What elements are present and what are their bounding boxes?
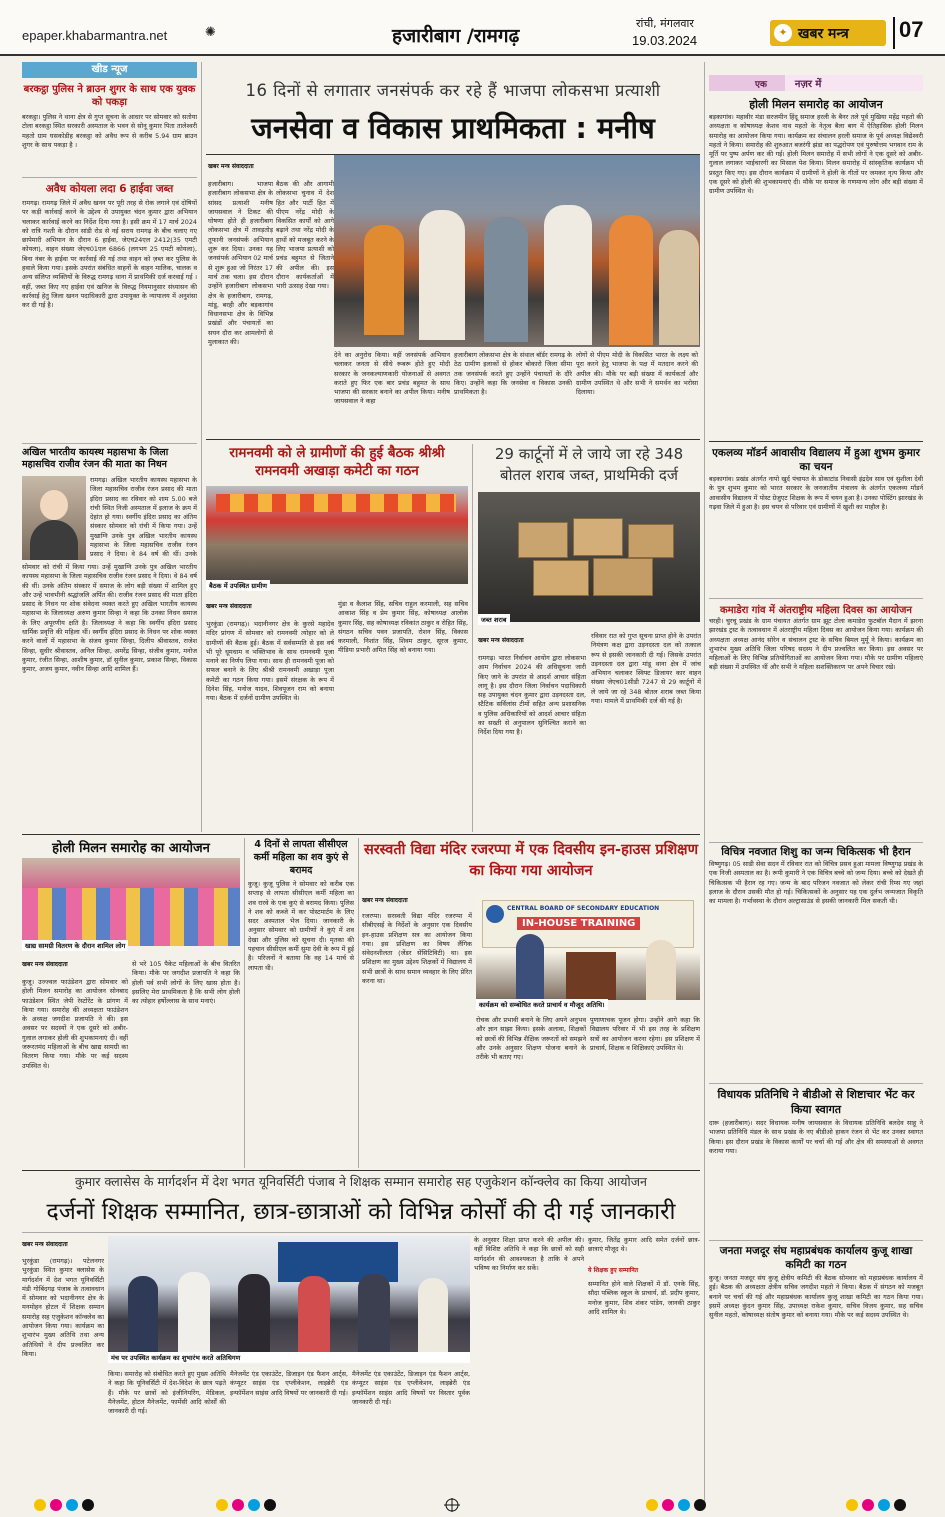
- column-divider: [472, 444, 473, 832]
- union-text: कुजू। जनता मजदूर संघ कुजू क्षेत्रीय कमिटी की बैठक सोमवार को महाप्रबंधक कार्यालय में हुई। बैठक की अध्यक्षता क्षेत्रीय सचिव जगदीश महतो ने किया। बैठक में संगठन को मजबूत बनाने पर चर्चा की गई और महाप्रबंधक कार्यालय कुजू शाखा कमिटी का गठन किया गया। इसमें अध्यक्ष कुंदन कुमार सिंह, उपाध्यक्ष राकेश कुमार, सचिव विजय कुमार, सह सचिव सुनील महतो, कोषाध्यक्ष संतोष कुमार को बनाया गया। मौके पर कई सदस्य उपस्थित थे।: [709, 1274, 923, 1320]
- divider: [709, 598, 923, 599]
- union-headline: जनता मजदूर संघ महाप्रबंधक कार्यालय कुजू शाखा कमिटी का गठन: [719, 1245, 913, 1271]
- bottom-kicker: कुमार क्लासेस के मार्गदर्शन में देश भगत यूनिवर्सिटी पंजाब ने शिक्षक सम्मान समारोह सह एजुकेशन कॉन्क्लेव का किया आयोजन: [75, 1174, 647, 1189]
- crowd-figure: [659, 230, 699, 345]
- bottom-text-4: के अनुसार शिक्षा प्राप्त करने की अपील की। वहीं विशिष्ट अतिथि ने कहा कि छात्रों को सही मार्गदर्शन की आवश्यकता है ताकि वे अपने भविष्य का निर्माण कर सकें।: [474, 1236, 584, 1272]
- bottom-headline: दर्जनों शिक्षक सम्मानित, छात्र-छात्राओं को विभिन्न कोर्सों की दी गई जानकारी: [46, 1199, 676, 1225]
- ramnavmi-text-2: मुंडा व कैलाश सिंह, सचिव राहुल करमाली, सह सचिव आकाश सिंह व प्रेम कुमार सिंह, कोषाध्यक्ष आलोक कुमार सिंह, सह कोषाध्यक्ष रविकांत ठाकुर व रोहित सिंह, संगठन सचिव पवन प्रजापति, रोशन सिंह, विकास करमाली, निशांत सिंह, शिवम ठाकुर, सूरज कुमार, मीडिया प्रभारी अमित सिंह को बनाया गया।: [338, 600, 468, 655]
- page-number: 07: [893, 17, 923, 49]
- women-day-text: चरही। चुरचू प्रखंड के ग्राम पंचायत अंतर्गत ग्राम झूट टोला कमाडेरा फुटबॉल मैदान में झरना झारखंड ट्रस्ट के तत्वावधान में अंतराष्ट्रीय महिला दिवस का आयोजन किया गया। कार्यक्रम की अध्यक्षता अध्यक्ष आनंद सोरेन व संचालन ट्रस्ट के सचिव बिमल मुर्मू ने किया। कार्यक्रम का शुभारंभ मुख्य अतिथि जिला परिषद सदस्य ने दीप प्रज्वलित कर किया। इस अवसर पर महिलाओं के लिए विभिन्न प्रतियोगिताओं का आयोजन किया गया। मौके पर ग्रामीण महिलाएं बड़ी संख्या में उपस्थित थीं और सभी ने महिला सशक्तिकरण पर अपने विचार रखे।: [709, 617, 923, 672]
- liquor-text-2: रविवार रात को गुप्त सूचना प्राप्त होने के उपरांत नियंत्रण कक्ष द्वारा उड़नदस्ता दल को तत्काल रूप से इसकी जानकारी दी गई। जिसके उपरांत उड़नदस्ता दल द्वारा मांडू थाना क्षेत्र में जांच अभियान चलाकर स्विफ्ट डिजायर कार वाहन संख्या जेएच01सीडी 7247 से 29 कार्टूनों में ले जाये जा रहे 348 बोतल शराब जब्त किया गया। मामले में प्राथमिकी दर्ज की गई है।: [591, 632, 701, 706]
- short-news-headline-3: अखिल भारतीय कायस्थ महासभा के जिला महासचिव राजीव रंजन की माता का निधन: [22, 447, 169, 470]
- column-divider: [244, 838, 245, 1168]
- guest-figure: [358, 1274, 390, 1356]
- ramnavmi-headline: रामनवमी को ले ग्रामीणों की हुई बैठक श्रीश्री रामनवमी अखाड़ा कमेटी का गठन: [229, 445, 445, 479]
- eklavya-headline: एकलव्य मॉडर्न आवासीय विद्यालय में हुआ शुभम कुमार का चयन: [712, 447, 920, 473]
- viral-text: विष्णुगढ़। 05 साडी सेवा सदन में रविवार रात को विचित्र प्रसव हुआ मामला विष्णुगढ़ प्रखंड के एक निजी अस्पताल का है। रूपी कुमारी ने एक विचित्र बच्चे को जन्म दिया। बच्चे को देखते ही चिकित्सक भी हैरान रह गए। जन्म के बाद परिजन नवजात को लेकर रांची रिम्स गए जहां इलाज के दौरान उसकी मौत हो गई। चिकित्सकों के अनुसार यह एक दुर्लभ जन्मजात विकृति का मामला है। गर्भावस्था के दौरान अल्ट्रासाउंड से इसकी जानकारी मिल सकती थी।: [709, 860, 923, 906]
- brand-name: खबर मन्त्र: [798, 25, 849, 42]
- banner-line-2: IN-HOUSE TRAINING: [517, 917, 640, 930]
- viral-headline: विचित्र नवजात शिशु का जन्म चिकित्सक भी हैरान: [721, 846, 911, 858]
- divider: [709, 1083, 923, 1084]
- bottom-text: भुरकुंडा (रामगढ़)। पटेलनगर भुरकुंडा स्थित कुमार क्लासेस के मार्गदर्शन में देश भगत यूनिवर्सिटी मंडी गोबिंदगढ़ पंजाब के तत्वावधान में सोमवार को भदानीनगर क्षेत्र के मनमोहन होटल में शिक्षक सम्मान समारोह सह एजुकेशन कॉन्क्लेव का आयोजन किया गया। कार्यक्रम का शुभारंभ मुख्य अतिथि तथा अन्य अतिथियों ने दीप प्रज्वलित कर किया।: [22, 1257, 104, 1358]
- ek-nazar-tag: [709, 75, 923, 91]
- sun-icon: ✺: [205, 25, 216, 40]
- masthead: [0, 0, 945, 56]
- lead-headline: जनसेवा व विकास प्राथमिकता : मनीष: [251, 111, 655, 145]
- dateline-day: रांची, मंगलवार: [636, 17, 694, 30]
- short-news-headline-1: बरकट्ठा पुलिस ने ब्राउन शुगर के साथ एक युवक को पकड़ा: [23, 84, 196, 108]
- speaker-figure: [516, 934, 544, 1000]
- short-news-text-1: बरकट्ठा। पुलिस ने थाना क्षेत्र से गुप्त सूचना के आधार पर सोमवार को सतोया टोला बरकट्ठा स्थित सरकारी अस्पताल के भवन से सोनू कुमार पिता तालेश्वरी महतो ग्राम घसकोडीह बरकट्ठा को अवैध रूप से करीब 5.94 ग्राम ब्राउन शुगर के साथ पकड़ा है ।: [22, 113, 197, 149]
- bottom-byline: खबर मन्त्र संवाददाता: [22, 1241, 68, 1248]
- column-divider: [358, 838, 359, 1168]
- bottom-text-6: सम्मानित होने वाले शिक्षकों में डॉ. एनके सिंह, सौदा पब्लिक स्कूल के प्राचार्य, डॉ. प्रदीप कुमार, मनोज कुमार, शिव शंकर पांडेय, जानकी ठाकुर आदि शामिल थे।: [588, 1280, 700, 1316]
- divider: [709, 441, 923, 442]
- divider: [22, 834, 700, 835]
- guest-figure: [646, 940, 676, 1000]
- bottom-text-3: मैनेजमेंट एंड एकाउंटेंट, डिजाइन एंड फैशन आर्ट्स, कंप्यूटर साइंस एंड एप्लीकेशन, लाइब्रेरी एंड इन्फॉर्मेशन साइंस आदि विषयों पर जानकारी दी गई।: [230, 1370, 348, 1397]
- eklavya-text: बड़कागांव। प्रखंड अंतर्गत नापो खुर्द पंचायत के डोकाटांड निवासी इंद्रदेव साव एवं सुशीला देवी के पुत्र शुभम कुमार को भारत सरकार के जनजातीय मंत्रालय के अंतर्गत एकलव्य मॉडर्न आवासीय विद्यालय में पोस्ट ग्रेजुएट शिक्षक के रूप में चयन हुआ है। उनका पोस्टिंग झारखंड के गढ़वा जिले में हुआ है। इस चयन से परिवार एवं ग्रामीणों में खुशी का माहौल है।: [709, 475, 923, 511]
- liquor-caption: जब्त शराब: [478, 614, 510, 625]
- bottom-photo: [108, 1236, 470, 1356]
- short-news-text-3-cont: सोमवार को रांची में किया गया। उन्हें मुखाग्नि उनके पुत्र अखिल भारतीय कायस्थ महासभा के जिला महासचिव राजीव रंजन प्रसाद ने दिया। वे 84 वर्ष की थीं। उनके अंतिम संस्कार में समाज के लोग बड़ी संख्या में शामिल हुए और उन्हें भावभीनी श्रद्धांजलि अर्पित की। राजीव रंजन प्रसाद की माता इंदिरा प्रसाद के निधन पर शोक संवेदना व्यक्त करते हुए अखिल भारतीय कायस्थ महासभा के जिलाध्यक्ष अरुण कुमार सिन्हा ने कहा कि उनका निधन समाज के लिए अपूरणीय क्षति है। जिलाध्यक्ष ने कहा कि स्वर्गीय इंदिरा प्रसाद धार्मिक प्रवृत्ति की महिला थीं। स्वर्गीय इंदिरा प्रसाद के निधन पर शोक व्यक्त करने वालों में महासभा के संजय कुमार सिन्हा, दिलीप श्रीवास्तव, राजेश सिन्हा, सुधीर श्रीवास्तव, अनिल सिन्हा, अमरेंद्र सिन्हा, संजीव कुमार, मनोज कुमार, रंजीत सिन्हा, आशीष कुमार, डॉ सुनील कुमार, प्रकाश सिन्हा, विकास कुमार, अजय कुमार, नवीन सिन्हा आदि शामिल हैं।: [22, 563, 197, 674]
- column-divider: [704, 62, 705, 1502]
- crowd-figure: [364, 225, 404, 335]
- lead-col-1: हजारीबाग। भाजपा हजारीबाग लोकसभा क्षेत्र के सांसद प्रत्याशी मनीष जायसवाल ने टिकट की घोषणा होते ही हजारीबाग लोकसभा क्षेत्र में तावड़तोड़ तूफानी जनसंपर्क अभियान शुरू कर दिया। उनका यह जनसंपर्क अभियान 02 मार्च से शुरू हुआ जो निरंतर 17 मार्च तक चला। इस दौरान उन्होंने हजारीबाग लोकसभा क्षेत्र के हजारीबाग, रामगढ़, मांडू, बरही और बड़कागांव विधानसभा क्षेत्र के विभिन्न प्रखंडों और पंचायतों का सघन दौरा कर आमलोगों से मुलाकात की।: [208, 180, 273, 347]
- saraswati-caption: कार्यक्रम को सम्बोधित करते प्राचार्य व मौजूद अतिथि।: [476, 999, 608, 1010]
- site-url[interactable]: epaper.khabarmantra.net: [22, 28, 168, 43]
- carton-box: [533, 560, 589, 596]
- person-silhouette: [40, 490, 68, 520]
- divider: [22, 443, 197, 444]
- liquor-headline: 29 कार्टूनों में ले जाये जा रहे 348 बोतल शराब जब्त, प्राथमिकी दर्ज: [494, 445, 684, 484]
- holi-left-text-2: से भरे 105 पैकेट महिलाओं के बीच वितरित किया। मौके पर जगदीश प्रजापति ने कहा कि होली पर्व सभी लोगों के लिए खास होता है। इसलिए मेरा प्राथमिकता है कि सभी लोग होली का त्योहार हर्षोल्लास के साथ मनाएं।: [132, 960, 240, 1006]
- ek-nazar-right: नज़र में: [785, 75, 923, 91]
- liquor-text: रामगढ़। भारत निर्वाचन आयोग द्वारा लोकसभा आम निर्वाचन 2024 की अधिसूचना जारी किए जाने के उपरांत से आदर्श आचार संहिता लागू है। इस दौरान जिला निर्वाचन पदाधिकारी सह उपायुक्त चंदन कुमार द्वारा उड़नदस्ता दल, स्टैटिक सर्विलांस टीमों सहित अन्य प्रशासनिक व पुलिस अधिकारियों को आदर्श आचार संहिता का सख्ती से अनुपालन सुनिश्चित कराने का निर्देश दिया गया है।: [478, 654, 586, 737]
- lead-col-5: लोगों से पीएम मोदी के विकसित भारत के लक्ष्य को पूरा करने हेतु भाजपा के पक्ष में मतदान करने की अपील की। मौके पर बड़ी संख्या में कार्यकर्ता और ग्रामीण उपस्थित थे और सभी ने समर्थन का भरोसा दिलाया।: [576, 351, 698, 397]
- holi-left-headline: होली मिलन समारोह का आयोजन: [52, 841, 210, 856]
- divider: [22, 1170, 700, 1171]
- brand-logo: [770, 20, 886, 46]
- ramnavmi-text: भुरकुंडा (रामगढ़)। भदानीनगर क्षेत्र के कुरसे महादेव मंदिर प्रांगण में सोमवार को रामनवमी त्योहार को ले ग्रामीणों की बैठक हुई। बैठक में सर्वसम्मति से इस वर्ष भी पूरे धूमधाम व भक्तिभाव के साथ रामनवमी पूजा मनाने का निर्णय लिया गया। साथ ही रामनवमी पूजा को सफल बनाने के लिए श्रीश्री रामनवमी अखाड़ा पूजा कमेटी का गठन किया गया। इसमें संरक्षक के रूप में दिनेश सिंह, मनोज यादव, शिवपूजन राम को बनाया गया। बैठक में दर्जनों ग्रामीण उपस्थित थे।: [206, 620, 334, 703]
- holi-right-text: बड़कागांव। महावीर मंडा सरजमीन हिंदू समाज हरली के बैनर तले पूर्व मुखिया महेंद्र महतो की अध्यक्षता व कोषाध्यक्ष केशव नाथ महतो के नेतृत्व बैला बाग में ऐतिहासिक होली मिलन समारोह का आयोजन किया गया। कार्यक्रम का संचालन हरली समाज के पूर्व अध्यक्ष विद्येश्वरी महतो ने किया। समारोह की शुरुआत बजरंगी झंडा का पद्धरोपण एवं पुरुषोत्तम भगवान राम के मूर्ति पर पुष्प अर्पण कर की गई। होली मिलन समारोह में सभी लोगों ने एक दूसरे को अबीर-गुलाल लगाकर भाईचारगी का मिसाल पेश किया। मिलन समारोह में सांस्कृतिक कार्यक्रम भी प्रस्तुत किए गए। इस दौरान कार्यक्रम में ग्रामीणों ने होली के गीतों पर जमकर नृत्य किया और एक दूसरे को होली की शुभकामनाएं दी। मौके पर समाज के गणमान्य लोग और बड़ी संख्या में ग्रामीण उपस्थित थे।: [709, 113, 923, 196]
- holi-left-photo: [22, 858, 240, 946]
- saraswati-text: रजरप्पा। सरस्वती विद्या मंदिर रजरप्पा में सीबीएसई के निर्देशों के अनुसार एक दिवसीय इन-हाउस प्रशिक्षण सत्र का आयोजन किया गया। इस प्रशिक्षण का विषय लैंगिक संवेदनशीलता (जेंडर सेंसिटिविटी) था। इस प्रशिक्षण का मुख्य उद्देश्य शिक्षकों में विद्यालय में सभी छात्रों के साथ समान व्यवहार के लिए प्रेरित करना था।: [362, 912, 472, 986]
- short-news-text-3: रामगढ़। अखिल भारतीय कायस्थ महासभा के जिला महासचिव राजीव रंजन प्रसाद की माता इंदिरा प्रसाद का रविवार को शाम 5.00 बजे रांची स्थित निजी अस्पताल में इलाज के क्रम में देहांत हो गया। स्वर्गीय इंदिरा प्रसाद का अंतिम संस्कार सोमवार को रांची में किया गया। उन्हें मुखाग्नि उनके पुत्र अखिल भारतीय कायस्थ महासभा के जिला महासचिव राजीव रंजन प्रसाद ने दिया। वे 84 वर्ष की थीं। उनके: [90, 476, 197, 559]
- lead-col-3: देने का अनुरोध किया। वहीं जनसंपर्क अभियान चलाकर जनता से सीधे रूबरू होते हुए मोदी सरकार के जनकल्याणकारी योजनाओं से अवगत कराते हुए फिर एक बार प्रचंड बहुमत के साथ भाजपा की सरकार बनाने का अपील किया। मनीष जायसवाल ने कहा: [334, 351, 450, 406]
- ccl-headline: 4 दिनों से लापता सीसीएल कर्मी महिला का शव कुएं से बरामद: [253, 839, 349, 876]
- short-news-headline-2: अवैध कोयला लदा 6 हाईवा जब्त: [45, 183, 174, 195]
- crowd-figure: [609, 215, 653, 345]
- guest-figure: [298, 1276, 330, 1356]
- column-divider: [201, 62, 202, 832]
- liquor-photo: [478, 492, 700, 622]
- saraswati-byline: खबर मन्त्र संवाददाता: [362, 897, 408, 904]
- obituary-photo: [22, 476, 86, 560]
- saraswati-text-3: पुणाणाचक पूजन होगा। उन्होंने आगे कहा कि विद्यालय परिवार में भी इस तरह के प्रशिक्षण सत्रों का आयोजन करना रहेगा। इस प्रशिक्षण में प्राचार्य, शिक्षक व शिक्षिकाएं उपस्थित थे।: [590, 1016, 700, 1052]
- registration-marks: [22, 1498, 922, 1512]
- lead-kicker: 16 दिनों से लगातार जनसंपर्क कर रहे हैं भाजपा लोकसभा प्रत्याशी: [245, 81, 661, 100]
- liquor-byline: खबर मन्त्र संवाददाता: [478, 637, 524, 644]
- podium: [566, 952, 616, 1000]
- bdo-text: दारू (हजारीबाग)। सदर विधायक मनीष जायसवाल के विधायक प्रतिनिधि बलदेव साहू ने भाजपा प्रतिनिधि मंडल के साथ प्रखंड के नए बीडीओ हाकन रंजन से भेंट कर उनका स्वागत किया। इस दौरान प्रखंड के विकास कार्यों पर चर्चा की गई और क्षेत्र की समस्याओं से अवगत कराया गया।: [709, 1119, 923, 1155]
- holi-left-caption: खाद्य सामग्री वितरण के दौरान शामिल लोग: [22, 940, 128, 951]
- divider: [22, 177, 197, 178]
- lead-col-2: बैठक की और आगामी लोकसभा चुनाव में देश हित और पार्टी हित में पीएम नरेंद्र मोदी के विकसित कार्यों को आगे बढ़ाने तथा नरेंद्र मोदी के हाथों को मजबूत करने के लिए भाजपा प्रत्याशी को प्रचंड बहुमत से जिताने की अपील की। इस दौरान कार्यकर्ताओं में भारी उत्साह देखा गया।: [276, 180, 334, 291]
- cbse-logo-icon: [486, 905, 504, 923]
- saraswati-headline: सरस्वती विद्या मंदिर रजरप्पा में एक दिवसीय इन-हाउस प्रशिक्षण का किया गया आयोजन: [363, 842, 699, 879]
- guest-figure: [418, 1278, 448, 1356]
- ccl-text: कुजू। कुजू पुलिस ने सोमवार को करीब एक सप्ताह से लापता सीसीएल कर्मी महिला का शव रारवे के एक कुएं से बरामद किया। पुलिस ने शव को कब्जे में कर पोस्टमार्टम के लिए सदर अस्पताल भेज दिया। जानकारी के अनुसार सोमवार को ग्रामीणों ने कुएं में शव देखा और पुलिस को सूचना दी। मृतका की पहचान सीसीएल कर्मी सुमा देवी के रूप में हुई है। परिजनों ने बताया कि वह 14 मार्च से लापता थी।: [248, 880, 354, 972]
- carton-box: [593, 558, 653, 596]
- group-figures: [22, 888, 240, 946]
- section-title: हजारीबाग /रामगढ़: [392, 25, 520, 47]
- holi-right-headline: होली मिलन समारोह का आयोजन: [749, 98, 883, 111]
- ek-nazar-left: एक: [709, 75, 785, 91]
- brand-logo-icon: ✦: [774, 24, 792, 42]
- crowd-figure: [419, 210, 465, 340]
- holi-left-text: कुजू। उज्ज्वल फाउंडेशन द्वारा सोमवार को होली मिलन समारोह का आयोजन सोनबाद फाउंडेशन स्थित जेपी रेस्टोरेंट के प्रांगण में किया गया। समारोह की अध्यक्षता फाउंडेशन के अध्यक्ष जगदीश प्रजापति ने की। इस अवसर पर सदस्यों ने एक दूसरे को अबीर-गुलाल लगाकर होली की शुभकामनाएं दी। वहीं जरूरतमंद महिलाओं के बीच खाद्य सामग्री का वितरण किया गया। मौके पर कई सदस्य उपस्थित थे।: [22, 978, 128, 1070]
- bottom-caption: मंच पर उपस्थित कार्यक्रम का शुभारंभ करते अतिथिगण: [108, 1352, 470, 1363]
- women-day-headline: कमाडेरा गांव में अंतराष्ट्रीय महिला दिवस का आयोजन: [720, 605, 912, 616]
- carton-box: [573, 518, 623, 556]
- bottom-text-2: किया। समारोह को संबोधित करते हुए मुख्य अतिथि ने कहा कि यूनिवर्सिटी में देश-विदेश के छात्र पढ़ते हैं। मौके पर छात्रों को इंजीनियरिंग, मेडिकल, मैनेजमेंट, होटल मैनेजमेंट, फार्मेसी आदि कोर्सों की जानकारी दी गई।: [108, 1370, 226, 1416]
- bottom-byline-2: ये शिक्षक हुए सम्मानित: [588, 1267, 639, 1274]
- banner-line-1: CENTRAL BOARD OF SECONDARY EDUCATION: [507, 905, 660, 912]
- guest-figure: [238, 1274, 270, 1356]
- bdo-headline: विधायक प्रतिनिधि ने बीडीओ से शिष्टाचार भेंट कर किया स्वागत: [717, 1088, 915, 1116]
- guest-figure: [178, 1272, 210, 1356]
- lead-byline: खबर मन्त्र संवाददाता: [208, 163, 254, 170]
- carton-box: [518, 522, 568, 558]
- saraswati-photo: [476, 894, 700, 1000]
- crowd-figure: [484, 217, 528, 342]
- ramnavmi-caption: बैठक में उपस्थित ग्रामीण: [206, 580, 270, 591]
- lead-photo: [334, 155, 700, 347]
- crowd-figure: [544, 205, 592, 345]
- person-body: [30, 520, 78, 560]
- saraswati-text-2: रोचक और प्रभावी बनाने के लिए अपने अनुभव और ज्ञान साझा किया। इसके अलावा, शिक्षकों को छात्रों की विभिन्न शैक्षिक जरूरतों को समझने और उनके अनुसार शिक्षण योजना बनाने के तरीके भी बताए गए।: [476, 1016, 586, 1062]
- footer-color-bar: [22, 1497, 922, 1511]
- ramnavmi-byline: खबर मन्त्र संवाददाता: [206, 603, 252, 610]
- short-news-label: खीड न्यूज: [22, 62, 197, 78]
- carton-box: [628, 524, 674, 558]
- short-news-text-2: रामगढ़। रामगढ़ जिले में अवैध खनन पर पूरी तरह से रोक लगाने एवं दोषियों पर कड़ी कार्रवाई करने के उद्देश्य से उपायुक्त चंदन कुमार द्वारा अभियान चलाकर कार्रवाई करने का निर्देश दिया गया है। इसी क्रम में 17 मार्च 2024 को रात्रि गश्ती के दौरान सांडी रोड से नई सराय रामगढ़ के बीच चलाए गए छापेमारी अभियान के दौरान 6 हाईवा, जेएच24एल 2412(35 एमटी कोयला), वाहन संख्या जेएच01एल 6866 (लगभग 25 एमटी कोयला), बिना नंबर के हाईवा पर कार्रवाई की गई तथा वाहन को ज़ब्त कर पुलिस के हवाले किया गया। इसके उपरांत संबंधित वाहनों के वाहन मालिक, चालक व अन्य संलिप्त व्यक्तियों के विरुद्ध रामगढ़ थाना में प्राथमिकी दर्ज करवाई गई । वहीं, जब्त किए गए हाईवा एवं खनिज के विरुद्ध नियमानुसार संध्यासन की कार्रवाई हेतु जिला खनन पदाधिकारी द्वारा उपायुक्त के न्यायालय में अनुशंसा कर दी गई है।: [22, 199, 197, 310]
- bottom-text-5: कुमार, जितेंद्र कुमार आदि समेत दर्जनों छात्र-छात्राएं मौजूद थे।: [588, 1236, 700, 1254]
- divider: [22, 1232, 700, 1233]
- banner-flags: [216, 494, 456, 512]
- guest-figure: [128, 1276, 158, 1356]
- ramnavmi-photo: [206, 486, 468, 584]
- lead-col-4: हजारीबाग लोकसभा क्षेत्र के संथाल बॉर्डर रामगढ़ के ठेठ ग्रामीण इलाकों से होकर बोकारो जिला सीमा तक जनसंपर्क करते हुए उन्होंने पंचायतों के दौरे किए। उन्होंने कहा कि जनसेवा व विकास उनकी प्राथमिकता है।: [454, 351, 572, 397]
- divider: [709, 1240, 923, 1241]
- dateline-date: 19.03.2024: [632, 33, 698, 48]
- holi-left-byline: खबर मन्त्र संवाददाता: [22, 961, 68, 968]
- bottom-text-3b: मैनेजमेंट एंड एकाउंटेंट, डिजाइन एंड फैशन आर्ट्स, कंप्यूटर साइंस एंड एप्लीकेशन, लाइब्रेरी एंड इन्फॉर्मेशन साइंस आदि विषयों पर विस्तार पूर्वक जानकारी दी गई।: [352, 1370, 470, 1406]
- divider: [709, 842, 923, 843]
- divider: [206, 439, 700, 440]
